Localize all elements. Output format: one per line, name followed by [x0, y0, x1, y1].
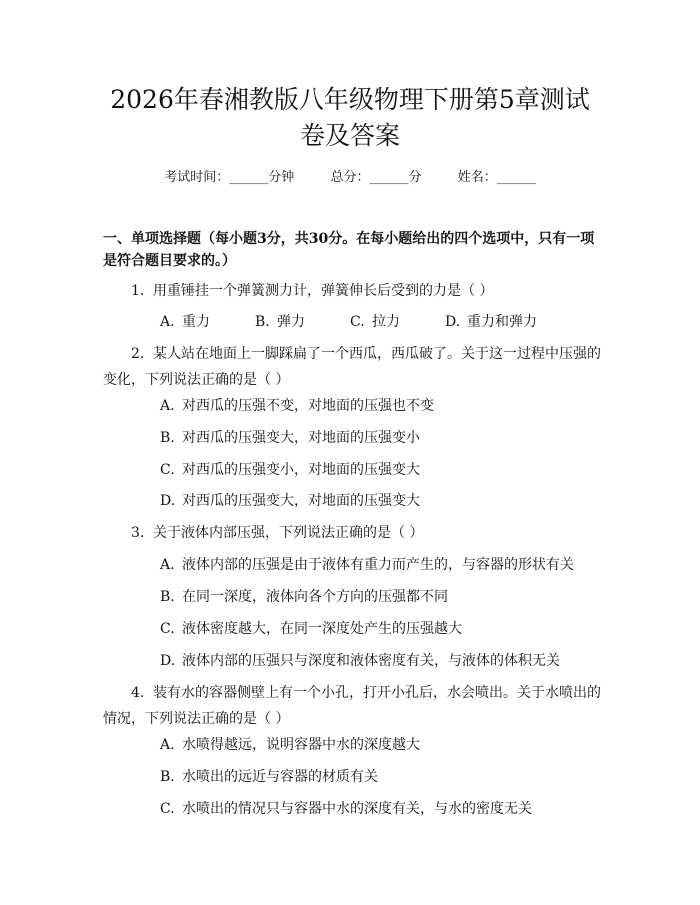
question-1: [103, 278, 603, 304]
exam-meta-line: [0, 168, 700, 188]
option-a: A. 重力: [160, 314, 210, 330]
question-stem: 用重锤挂一个弹簧测力计，弹簧伸长后受到的力是（ ）: [153, 283, 494, 299]
question-number: 4.: [131, 685, 145, 701]
option-a: A. 水喷得越远，说明容器中水的深度越大: [160, 737, 420, 753]
option-c: C. 对西瓜的压强变小，对地面的压强变大: [160, 462, 420, 478]
exam-time-field: 考试时间：______分钟: [164, 170, 295, 185]
option-a: A. 对西瓜的压强不变，对地面的压强也不变: [160, 398, 434, 414]
option-b: B. 对西瓜的压强变大，对地面的压强变小: [160, 430, 420, 446]
student-name-field: 姓名：______: [457, 170, 536, 185]
option-d: D. 重力和弹力: [445, 314, 537, 330]
option-c: C. 拉力: [350, 314, 400, 330]
option-d: D. 对西瓜的压强变大，对地面的压强变大: [160, 493, 420, 509]
question-number: 2.: [131, 346, 145, 362]
question-2: [103, 341, 603, 393]
question-number: 3.: [131, 525, 145, 541]
question-stem: 装有水的容器侧壁上有一个小孔，打开小孔后，水会喷出。关于水喷出的情况，下列说法正确的是（ ）: [103, 685, 601, 727]
question-4: [103, 680, 603, 732]
option-d: D. 液体内部的压强只与深度和液体密度有关，与液体的体积无关: [160, 653, 560, 669]
document-title: 2026年春湘教版八年级物理下册第5章测试卷及答案: [110, 85, 590, 150]
option-b: B. 在同一深度，液体向各个方向的压强都不同: [160, 589, 448, 605]
option-c: C. 水喷出的情况只与容器中水的深度有关，与水的密度无关: [160, 801, 532, 817]
question-number: 1.: [131, 283, 145, 299]
option-b: B. 弹力: [255, 314, 305, 330]
question-stem: 某人站在地面上一脚踩扁了一个西瓜，西瓜破了。关于这一过程中压强的变化，下列说法正确的是（ ）: [103, 346, 601, 388]
option-c: C. 液体密度越大，在同一深度处产生的压强越大: [160, 621, 462, 637]
total-score-field: 总分：______分: [330, 170, 422, 185]
section-heading: 一、单项选择题（每小题3分，共30分。在每小题给出的四个选项中，只有一项是符合题目要求的。）: [103, 231, 595, 269]
option-a: A. 液体内部的压强是由于液体有重力而产生的，与容器的形状有关: [160, 557, 574, 573]
question-stem: 关于液体内部压强，下列说法正确的是（ ）: [153, 525, 424, 541]
option-b: B. 水喷出的远近与容器的材质有关: [160, 769, 378, 785]
question-3: [103, 520, 603, 546]
